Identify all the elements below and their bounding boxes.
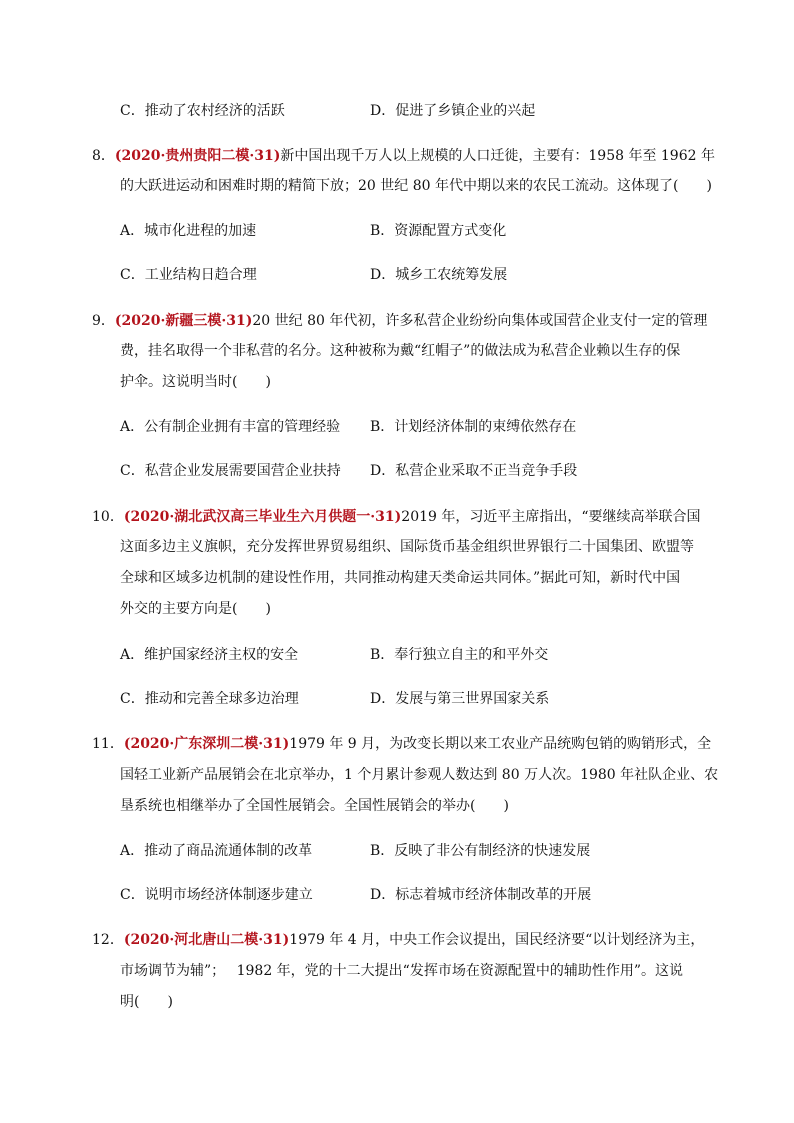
q10-stem-line2: 这面多边主义旗帜，充分发挥世界贸易组织、国际货币基金组织世界银行二十国集团、欧盟等 <box>120 539 694 555</box>
q11-option-a: A．推动了商品流通体制的改革 <box>120 843 313 859</box>
q9-option-c: C．私营企业发展需要国营企业扶持 <box>120 463 341 479</box>
q8-stem-line1 <box>92 146 715 166</box>
q9-stem-line3: 护伞。这说明当时( ) <box>120 374 271 390</box>
q11-option-d: D．标志着城市经济体制改革的开展 <box>370 887 592 903</box>
q9-stem-line2: 费，挂名取得一个非私营的名分。这种被称为戴“红帽子”的做法成为私营企业赖以生存的保 <box>120 343 681 359</box>
q8-option-b: B．资源配置方式变化 <box>370 223 507 239</box>
q11-source: (2020·广东深圳二模·31) <box>123 736 290 752</box>
q12-text1: 1979 年 4 月，中央工作会议提出，国民经济要“以计划经济为主， <box>289 932 705 948</box>
q8-source: (2020·贵州贵阳二模·31) <box>114 148 281 164</box>
q10-option-d: D．发展与第三世界国家关系 <box>370 691 550 707</box>
q9-stem-line1 <box>92 311 707 331</box>
q10-stem-line4: 外交的主要方向是( ) <box>120 601 271 617</box>
q11-stem-line2: 国轻工业新产品展销会在北京举办，1 个月累计参观人数达到 80 万人次。1980 年社队企业、农 <box>120 767 719 783</box>
q8-option-c: C．工业结构日趋合理 <box>120 267 257 283</box>
q12-number: 12． <box>92 932 124 948</box>
q11-option-c: C．说明市场经济体制逐步建立 <box>120 887 313 903</box>
q11-stem-line3: 垦系统也相继举办了全国性展销会。全国性展销会的举办( ) <box>120 798 509 814</box>
q9-number: 9． <box>92 313 115 329</box>
q8-stem-line2: 的大跃进运动和困难时期的精简下放；20 世纪 80 年代中期以来的农民工流动。这体现了( ) <box>120 178 712 194</box>
q10-stem-line1 <box>92 507 701 527</box>
q11-option-b: B．反映了非公有制经济的快速发展 <box>370 843 591 859</box>
q10-stem-line3: 全球和区域多边机制的建设性作用，共同推动构建天类命运共同体。”据此可知，新时代中国 <box>120 570 681 586</box>
q7-option-c: C．推动了农村经济的活跃 <box>120 103 285 119</box>
q12-stem-line3: 明( ) <box>120 994 173 1010</box>
q12-stem-line1 <box>92 930 704 950</box>
q10-option-a: A．维护国家经济主权的安全 <box>120 647 299 663</box>
q7-option-d: D．促进了乡镇企业的兴起 <box>370 103 536 119</box>
q12-source: (2020·河北唐山二模·31) <box>123 932 290 948</box>
q8-option-d: D．城乡工农统筹发展 <box>370 267 508 283</box>
q10-number: 10． <box>92 509 124 525</box>
q8-number: 8． <box>92 148 115 164</box>
q8-option-a: A．城市化进程的加速 <box>120 223 257 239</box>
q9-option-b: B．计划经济体制的束缚依然存在 <box>370 419 577 435</box>
q12-stem-line2: 市场调节为辅”； 1982 年，党的十二大提出“发挥市场在资源配置中的辅助性作用”。这说 <box>120 963 683 979</box>
q10-option-c: C．推动和完善全球多边治理 <box>120 691 299 707</box>
q10-source: (2020·湖北武汉高三毕业生六月供题一·31) <box>123 509 402 525</box>
q9-text1: 20 世纪 80 年代初，许多私营企业纷纷向集体或国营企业支付一定的管理 <box>252 313 708 329</box>
q9-option-d: D．私营企业采取不正当竞争手段 <box>370 463 578 479</box>
q11-number: 11． <box>92 736 124 752</box>
q11-stem-line1 <box>92 734 711 754</box>
q11-text1: 1979 年 9 月，为改变长期以来工农业产品统购包销的购销形式，全 <box>289 736 712 752</box>
q9-source: (2020·新疆三模·31) <box>114 313 253 329</box>
q10-option-b: B．奉行独立自主的和平外交 <box>370 647 549 663</box>
q8-text1: 新中国出现千万人以上规模的人口迁徙，主要有：1958 年至 1962 年 <box>280 148 715 164</box>
q9-option-a: A．公有制企业拥有丰富的管理经验 <box>120 419 341 435</box>
q10-text1: 2019 年，习近平主席指出，“要继续高举联合国 <box>401 509 701 525</box>
